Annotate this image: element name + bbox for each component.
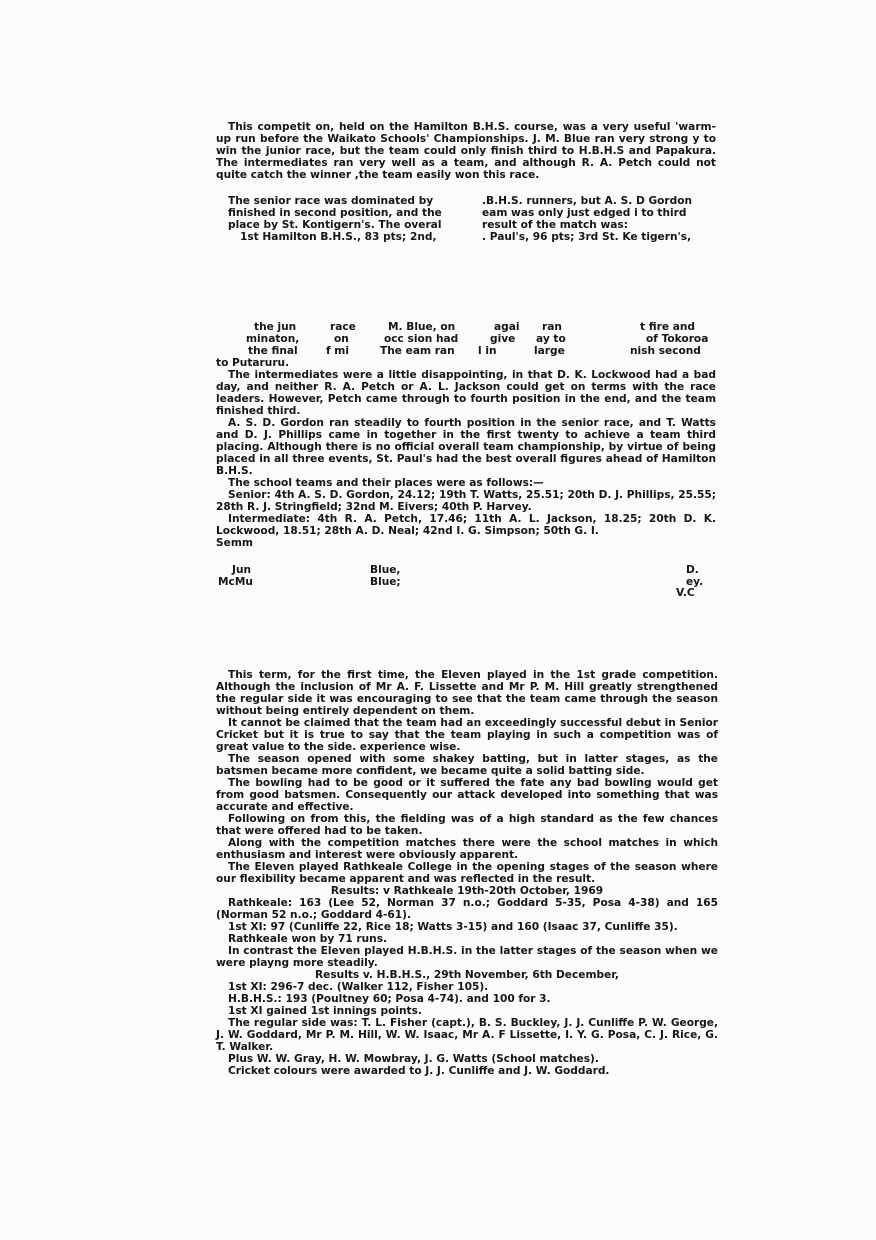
text-line: place by St. Kontigern's. The overal [228, 219, 442, 231]
text-fragment: The eam ran [380, 345, 455, 357]
paragraph: In contrast the Eleven played H.B.H.S. in the latter stages of the season when we were playng more steadily. [216, 945, 718, 969]
paragraph: The season opened with some shakey batting, but in latter stages, as the batsmen became more confident, we became quite a solid batting side. [216, 753, 718, 777]
result-line: Rathkeale won by 71 runs. [228, 933, 388, 945]
paragraph: Intermediate: 4th R. A. Petch, 17.46; 11th A. L. Jackson, 18.25; 20th D. K. Lockwood, 18.51; 28th A. D. Neal; 42nd I. G. Simpson; 50th G. I. [216, 513, 716, 537]
text-line: The senior race was dominated by [228, 195, 434, 207]
paragraph: A. S. D. Gordon ran steadily to fourth position in the senior race, and T. Watts and D. J. Phillips came in together in the first twenty to achieve a team third placing. Although there is no official overall team championship, by virtue of being placed in all three events, St. Paul's had the best overall figures ahead of Hamilton B.H.S. [216, 417, 716, 477]
section-cross-country-results [216, 357, 716, 549]
results-heading: Results: v Rathkeale 19th-20th October, 1969 [330, 885, 604, 897]
result-line: 1st XI gained 1st innings points. [228, 1005, 422, 1017]
text-fragment: ran [542, 321, 562, 333]
text-fragment: l in [478, 345, 497, 357]
paragraph: The school teams and their places were as follows:— [228, 477, 544, 489]
text-fragment: large [534, 345, 565, 357]
text-fragment: f mi [326, 345, 349, 357]
section-cross-country-intro [216, 121, 716, 181]
result-line: H.B.H.S.: 193 (Poultney 60; Posa 4-74). and 100 for 3. [228, 993, 551, 1005]
text-fragment: the jun [254, 321, 297, 333]
text-fragment: minaton, [246, 333, 300, 345]
text-line: finished in second position, and the [228, 207, 442, 219]
split-column-right [482, 195, 722, 243]
text-fragment: D. [686, 564, 699, 576]
paragraph: The Eleven played Rathkeale College in the opening stages of the season where our flexibility became apparent and was reflected in the result. [216, 861, 718, 885]
text-fragment: t fire and [640, 321, 695, 333]
text-fragment: on [334, 333, 349, 345]
text-fragment: ey. [686, 576, 704, 588]
paragraph: Plus W. W. Gray, H. W. Mowbray, J. G. Watts (School matches). [228, 1053, 599, 1065]
result-line: Rathkeale: 163 (Lee 52, Norman 37 n.o.; Goddard 5-35, Posa 4-38) and 165 (Norman 52 n.o.; Goddard 4-61). [216, 897, 718, 921]
text-fragment: Jun [232, 564, 252, 576]
paragraph: The intermediates were a little disappointing, in that D. K. Lockwood had a bad day, and neither R. A. Petch or A. L. Jackson could get on terms with the race leaders. However, Petch came through to fourth position in the end, and the team finished third. [216, 369, 716, 417]
text-fragment: give [490, 333, 516, 345]
paragraph: Senior: 4th A. S. D. Gordon, 24.12; 19th T. Watts, 25.51; 20th D. J. Phillips, 25.55; 28th R. J. Stringfield; 32nd M. Eivers; 40th P. Harvey. [216, 489, 716, 513]
text-line: result of the match was: [482, 219, 628, 231]
text-fragment: the final [248, 345, 298, 357]
text-fragment: Blue; [370, 576, 401, 588]
text-line: eam was only just edged i to third [482, 207, 687, 219]
text-fragment: ay to [536, 333, 566, 345]
result-line: 1st XI: 296-7 dec. (Walker 112, Fisher 105). [228, 981, 489, 993]
text-fragment: Blue, [370, 564, 401, 576]
paragraph: This term, for the first time, the Eleven played in the 1st grade competition. Although the inclusion of Mr A. F. Lissette and Mr P. M. Hill greatly strengthened the regular side it was encouraging to see that the team came through the season without being entirely dependent on them. [216, 669, 718, 717]
text-line: Semm [216, 537, 253, 549]
paragraph: It cannot be claimed that the team had an exceedingly successful debut in Senior Cricket but it is true to say that the team playing in such a competition was of great value to the side. experience wise. [216, 717, 718, 753]
text-line: 1st Hamilton B.H.S., 83 pts; 2nd, [240, 231, 437, 243]
paragraph: The regular side was: T. L. Fisher (capt.), B. S. Buckley, J. J. Cunliffe P. W. George, J. W. Goddard, Mr P. M. Hill, W. W. Isaac, Mr A. F Lissette, I. Y. G. Posa, C. J. Rice, G. T. Walker. [216, 1017, 718, 1053]
text-fragment: race [330, 321, 356, 333]
paragraph: This competit on, held on the Hamilton B.H.S. course, was a very useful 'warm-up run before the Waikato Schools' Championships. J. M. Blue ran very strong y to win the junior race, but the team could only finish third to H.B.H.S and Papakura. The intermediates ran very well as a team, and although R. A. Petch could not quite catch the winner ,the team easily won this race. [216, 121, 716, 181]
text-fragment: occ sion had [384, 333, 459, 345]
text-fragment: agai [494, 321, 520, 333]
result-line: 1st XI: 97 (Cunliffe 22, Rice 18; Watts 3-15) and 160 (Isaac 37, Cunliffe 35). [228, 921, 678, 933]
section-cricket [216, 669, 718, 1077]
paragraph: Cricket colours were awarded to J. J. Cunliffe and J. W. Goddard. [228, 1065, 610, 1077]
paragraph: The bowling had to be good or it suffered the fate any bad bowling would get from good batsmen. Consequently our attack developed into something that was accurate and effective. [216, 777, 718, 813]
text-line: . Paul's, 96 pts; 3rd St. Ke tigern's, [482, 231, 692, 243]
text-fragment: McMu [218, 576, 253, 588]
text-line: .B.H.S. runners, but A. S. D Gordon [482, 195, 693, 207]
paragraph: Along with the competition matches there were the school matches in which enthusiasm and interest were obviously apparent. [216, 837, 718, 861]
results-heading: Results v. H.B.H.S., 29th November, 6th December, [315, 969, 619, 981]
text-fragment: of Tokoroa [646, 333, 709, 345]
split-column-left [228, 195, 473, 243]
author-initials: V.C [676, 587, 695, 599]
text-fragment: M. Blue, on [388, 321, 456, 333]
paragraph: Following on from this, the fielding was of a high standard as the few chances that were offered had to be taken. [216, 813, 718, 837]
text-fragment: nish second [630, 345, 701, 357]
text-line: to Putaruru. [216, 357, 290, 369]
